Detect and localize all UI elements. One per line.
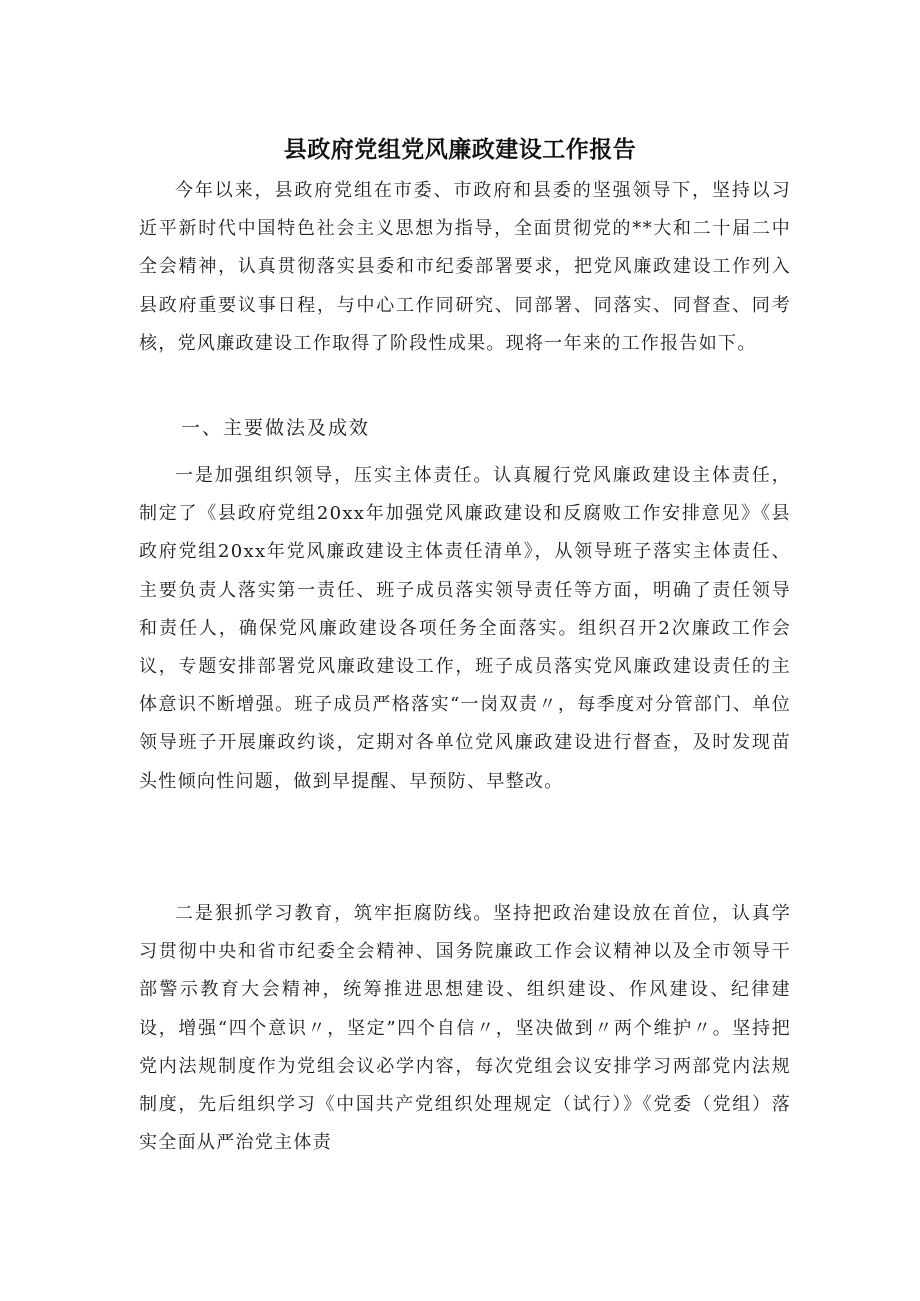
body-paragraph-organization: 一是加强组织领导，压实主体责任。认真履行党风廉政建设主体责任，制定了《县政府党组20xx年加强党风廉政建设和反腐败工作安排意见》《县政府党组20xx年党风廉政建设主体责任清单》，从领导班子落实主体责任、主要负责人落实第一责任、班子成员落实领导责任等方面，明确了责任领导和责任人，确保党风廉政建设各项任务全面落实。组织召开2次廉政工作会议，专题安排部署党风廉政建设工作，班子成员落实党风廉政建设责任的主体意识不断增强。班子成员严格落实“一岗双责〃，每季度对分管部门、单位领导班子开展廉政约谈，定期对各单位党风廉政建设进行督查，及时发现苗头性倾向性问题，做到早提醒、早预防、早整改。 [139, 465, 791, 792]
section-heading: 一、主要做法及成效 [181, 417, 371, 439]
intro-paragraph: 今年以来，县政府党组在市委、市政府和县委的坚强领导下，坚持以习近平新时代中国特色社会主义思想为指导，全面贯彻党的**大和二十届二中全会精神，认真贯彻落实县委和市纪委部署要求，把党风廉政建设工作列入县政府重要议事日程，与中心工作同研究、同部署、同落实、同督查、同考核，党风廉政建设工作取得了阶段性成果。现将一年来的工作报告如下。 [139, 180, 791, 354]
document-title: 县政府党组党风廉政建设工作报告 [283, 137, 637, 164]
body-paragraph-education: 二是狠抓学习教育，筑牢拒腐防线。坚持把政治建设放在首位，认真学习贯彻中央和省市纪委全会精神、国务院廉政工作会议精神以及全市领导干部警示教育大会精神，统筹推进思想建设、组织建设、作风建设、纪律建设，增强“四个意识〃，坚定”四个自信〃，坚决做到〃两个维护〃。坚持把党内法规制度作为党组会议必学内容，每次党组会议安排学习两部党内法规制度，先后组织学习《中国共产党组织处理规定（试行）》《党委（党组）落实全面从严治党主体责 [139, 903, 791, 1154]
